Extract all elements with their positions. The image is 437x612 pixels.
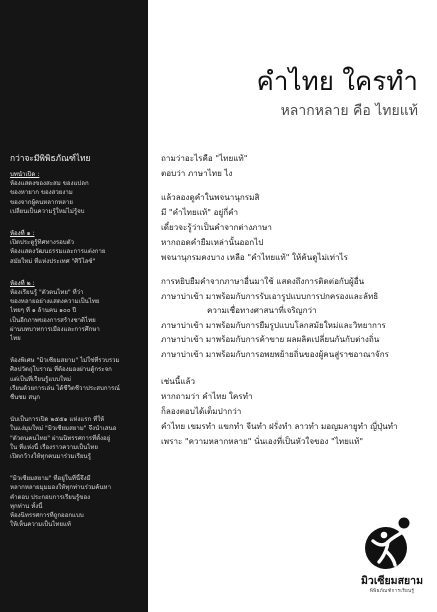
left-section-intro (10, 170, 144, 216)
left-line: ห้องแสดงของสะสม ของแปลก (10, 180, 89, 188)
left-line: เปลี่ยนเป็นความรู้ใหม่ไม่รู้จบ (10, 207, 85, 215)
conclusion-paragraph (161, 374, 425, 449)
body-line: ภาษาบ่าเข้า มาพร้อมกับการรับเอารูปแบบการปกครองและลัทธิ (161, 290, 379, 301)
left-line: ชื่นชม สนุก (10, 394, 40, 402)
borrowing-paragraph (161, 274, 425, 362)
left-line: ห้องพิเศษ "มิวเซียมสยาม" ไม่ใช่ที่รวบรวม (10, 357, 120, 365)
body-line: เพราะ "ความหลากหลาย" นั่นเองที่เป็นหัวใจของ "ไทยแท้" (161, 435, 364, 446)
body-line: คำไทย เขมรทำ แขกทำ จีนทำ ฝรั่งทำ ลาวทำ มอญมลายูทำ ญี่ปุ่นทำ (161, 420, 398, 431)
page-subtitle: หลากหลาย คือ ไทยแท้ (280, 103, 418, 119)
left-line: แต่เป็นที่เรียนรู้แบบใหม่ (10, 375, 72, 383)
body-line: ถามว่าอะไรคือ "ไทยแท้" (161, 153, 248, 163)
body-line: ภาษาบ่าเข้า มาพร้อมกับการค้าขาย ผลผลิตเปลี่ยนกันกับต่างถิ่น (161, 334, 380, 345)
logo-tagline: พิพิธภัณฑ์การเรียนรู้ (369, 589, 415, 594)
left-line: คำตอบ ประกอบการเรียนรู้ของ (10, 493, 91, 501)
left-line: ไทยๆ ที่ ๑ ล้านคน ๑๐๐ ปี (10, 307, 77, 315)
left-section-label: ห้องที่ ๑ : (10, 230, 35, 238)
left-line: ของหลายอย่างแสดงความเป็นไทย (10, 298, 100, 306)
body-line: พจนานุกรมคงบาง เหลือ "คำไทยแท้" ให้ค้นดูไม่เท่าไร (161, 252, 348, 262)
article-body (161, 151, 425, 458)
left-line: ในแง่มุมใหม่ "มิวเซียมสยาม" จึงนำเสนอ (10, 425, 117, 433)
left-line: ทุกท่าน ทั้งนี้ (10, 502, 43, 510)
left-line: ของจากผู้คนหลากหลาย (10, 198, 73, 206)
left-line: ของหายาก ของสวยงาม (10, 189, 73, 197)
left-line: ให้เห็นความเป็นไทยแท้ (10, 521, 71, 529)
body-line: ภาษาบ่าเข้า มาพร้อมกับการอพยพย้ายถิ่นของผู้คนสู่ราชอาณาจักร (161, 348, 389, 359)
left-info-panel (0, 0, 148, 612)
page-title: คำไทย ใครทำ (256, 67, 418, 97)
logo-wordmark: มิวเซียมสยาม (361, 575, 423, 587)
left-section-special-room (10, 356, 144, 402)
left-section-opening (10, 415, 144, 461)
body-line: มี "คำไทยแท้" อยู่กี่คำ (161, 207, 239, 217)
left-line: "ตัวตนคนไทย" ผ่านนิทรรศการที่ตั้งอยู่ (10, 434, 111, 442)
left-line: นับเป็นการเปิด ๒๕๕๑ แห่งแรก ที่ให้ (10, 416, 105, 424)
left-line: ศิลปวัตถุโบราณ ที่ต้องมองผ่านตู้กระจก (10, 366, 112, 374)
left-section-closing (10, 474, 144, 529)
museum-siam-logo (356, 514, 428, 606)
body-line: ภาษาบ่าเข้า มาพร้อมกับการยืมรูปแบบโลกสมัยใหม่และวิทยาการ (161, 319, 386, 330)
body-line: หากถอดคำยืมเหล่านั้นออกไป (161, 237, 264, 247)
left-section-label: บทนำเปิด : (10, 171, 40, 178)
left-line: "มิวเซียมสยาม" ที่อยู่ในที่นี้จึงมี (10, 475, 91, 483)
left-line: ห้องเรียนรู้ "ตัวตนไทย" ที่ว่า (10, 289, 84, 297)
left-line: ใน ที่แห่งนี้ เรื่องราวความเป็นไทย (10, 443, 98, 451)
left-panel-heading: กว่าจะมีพิพิธภัณฑ์ไทย (10, 153, 91, 163)
left-line: เป็นอีกภาพของการสร้างชาติไทย (10, 316, 96, 324)
body-line: ตอบว่า ภาษาไทย ไง (161, 168, 233, 178)
left-section-room-1 (10, 229, 144, 266)
body-line: หากถามว่า คำไทย ใครทำ (161, 390, 253, 401)
left-line: ผ่านบทบาทการเมืองและการศึกษา (10, 325, 100, 333)
left-section-label: ห้องที่ ๒ : (10, 279, 35, 287)
museum-siam-figure-icon (362, 514, 418, 572)
intro-paragraph (161, 151, 425, 181)
left-line: ไทย (10, 335, 21, 343)
left-section-room-2 (10, 279, 144, 343)
left-line: ห้องนิทรรศการที่ถูกออกแบบ (10, 512, 84, 520)
left-line: เปิดกว้างให้ทุกคนมาร่วมเรียนรู้ (10, 453, 91, 461)
left-line: หลากหลายมุมมองให้ทุกท่านร่วมค้นหา (10, 484, 111, 492)
left-line: เรียนด้วยการเล่น ได้ชีวิตชีวาประสบการณ์ (10, 384, 120, 392)
left-line: เปิดประตูรู้ทิศทางรอบตัว (10, 239, 75, 247)
left-panel-content (10, 152, 144, 543)
body-line: เดี๋ยวจะรู้ว่าเป็นคำจากต่างภาษา (161, 222, 272, 232)
body-line: การหยิบยืมคำจากภาษาอื่นมาใช้ แสดงถึงการติดต่อกับผู้อื่น (161, 276, 365, 286)
left-line: ห้องแสดงวัฒนธรรมและการแต่งกาย (10, 248, 106, 256)
body-line: ก็ลองตอบได้เต็มปากว่า (161, 405, 242, 416)
body-line-indented: ความเชื่อทางศาสนาที่เจริญกว่า (207, 305, 317, 316)
dictionary-paragraph (161, 190, 425, 265)
body-line: เช่นนี้แล้ว (161, 375, 196, 386)
left-line: สมัยใหม่ ที่แห่งประเทศ "ศิวิไลซ์" (10, 257, 96, 265)
body-line: แล้วลองดูคำในพจนานุกรมสิ (161, 192, 260, 202)
